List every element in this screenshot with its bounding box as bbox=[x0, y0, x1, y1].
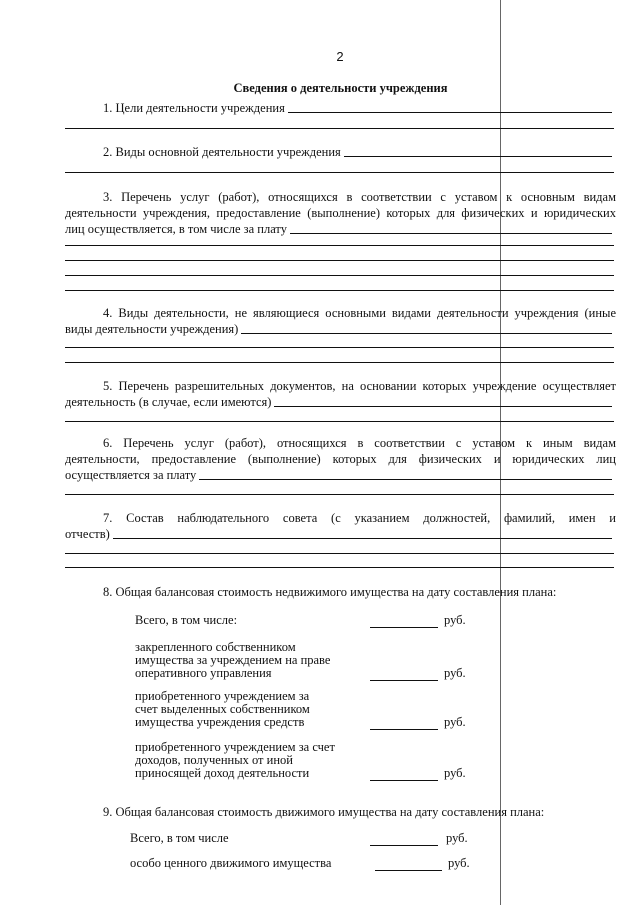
section-3-line-3 bbox=[65, 221, 616, 237]
blank-line bbox=[65, 172, 614, 173]
row-label bbox=[130, 832, 229, 845]
section-3-text: лиц осуществляется, в том числе за плату bbox=[65, 222, 287, 236]
section-4-line-2 bbox=[65, 321, 616, 337]
unit-label: руб. bbox=[448, 856, 470, 870]
blank-field bbox=[199, 479, 612, 480]
section-7-line-1: 7. Состав наблюдательного совета (с указанием должностей, фамилий, имен и bbox=[103, 511, 616, 525]
blank-field bbox=[370, 729, 438, 730]
blank-line bbox=[65, 362, 614, 363]
row-label bbox=[130, 857, 331, 870]
row-label-line: доходов, полученных от иной bbox=[135, 753, 293, 767]
blank-line bbox=[65, 421, 614, 422]
blank-line bbox=[65, 275, 614, 276]
blank-field bbox=[290, 233, 612, 234]
unit-label: руб. bbox=[446, 831, 468, 845]
section-9-heading: 9. Общая балансовая стоимость движимого имущества на дату составления плана: bbox=[103, 805, 545, 819]
section-6-line-3 bbox=[65, 467, 616, 483]
blank-field bbox=[241, 333, 612, 334]
row-label-line: особо ценного движимого имущества bbox=[130, 856, 332, 870]
row-label-line: оперативного управления bbox=[135, 666, 272, 680]
row-label-line: закрепленного собственником bbox=[135, 640, 296, 654]
blank-field bbox=[375, 870, 442, 871]
blank-field bbox=[370, 680, 438, 681]
section-7-text: отчеств) bbox=[65, 527, 110, 541]
blank-field bbox=[113, 538, 612, 539]
row-label-line: имущества за учреждением на праве bbox=[135, 653, 331, 667]
row-label-line: приобретенного учреждением за bbox=[135, 689, 310, 703]
unit-label: руб. bbox=[444, 766, 466, 780]
unit-label: руб. bbox=[444, 613, 466, 627]
section-5-line-1: 5. Перечень разрешительных документов, на основании которых учреждение осуществляет bbox=[103, 379, 616, 393]
section-5-text: деятельность (в случае, если имеются) bbox=[65, 395, 272, 409]
blank-field bbox=[344, 156, 612, 157]
section-3-line-2: деятельности учреждения, предоставление (выполнение) которых для физических и юридических bbox=[65, 206, 616, 220]
page-number: 2 bbox=[336, 49, 344, 64]
blank-field bbox=[274, 406, 612, 407]
row-label bbox=[135, 741, 335, 780]
section-6-line-1: 6. Перечень услуг (работ), относящихся в соответствии с уставом к иным видам bbox=[103, 436, 616, 450]
blank-field bbox=[288, 112, 612, 113]
blank-line bbox=[65, 553, 614, 554]
unit-label: руб. bbox=[444, 715, 466, 729]
blank-line bbox=[65, 245, 614, 246]
section-8-heading: 8. Общая балансовая стоимость недвижимого имущества на дату составления плана: bbox=[103, 585, 557, 599]
blank-line bbox=[65, 347, 614, 348]
blank-line bbox=[65, 494, 614, 495]
section-3-line-1: 3. Перечень услуг (работ), относящихся в соответствии с уставом к основным видам bbox=[103, 190, 616, 204]
row-label bbox=[135, 690, 310, 729]
row-label-line: имущества учреждения средств bbox=[135, 715, 305, 729]
blank-line bbox=[65, 260, 614, 261]
blank-line bbox=[65, 290, 614, 291]
row-label bbox=[135, 614, 237, 627]
section-7-line-2 bbox=[65, 526, 616, 542]
section-6-line-2: деятельности, предоставление (выполнение) которых для физических и юридических лиц bbox=[65, 452, 616, 466]
row-label-line: приносящей доход деятельности bbox=[135, 766, 310, 780]
row-label-line: приобретенного учреждением за счет bbox=[135, 740, 335, 754]
section-1-text: 1. Цели деятельности учреждения bbox=[103, 101, 285, 115]
blank-line bbox=[65, 567, 614, 568]
row-label-line: Всего, в том числе bbox=[130, 831, 229, 845]
section-2 bbox=[103, 144, 616, 160]
row-label bbox=[135, 641, 330, 680]
section-2-text: 2. Виды основной деятельности учреждения bbox=[103, 145, 341, 159]
blank-field bbox=[370, 780, 438, 781]
page-title: Сведения о деятельности учреждения bbox=[233, 81, 448, 95]
section-4-line-1: 4. Виды деятельности, не являющиеся основными видами деятельности учреждения (иные bbox=[103, 306, 616, 320]
section-5-line-2 bbox=[65, 394, 616, 410]
section-6-text: осуществляется за плату bbox=[65, 468, 197, 482]
section-1 bbox=[103, 100, 616, 116]
blank-field bbox=[370, 845, 438, 846]
unit-label: руб. bbox=[444, 666, 466, 680]
row-label-line: Всего, в том числе: bbox=[135, 613, 238, 627]
blank-line bbox=[65, 128, 614, 129]
section-4-text: виды деятельности учреждения) bbox=[65, 322, 239, 336]
blank-field bbox=[370, 627, 438, 628]
row-label-line: счет выделенных собственником bbox=[135, 702, 310, 716]
